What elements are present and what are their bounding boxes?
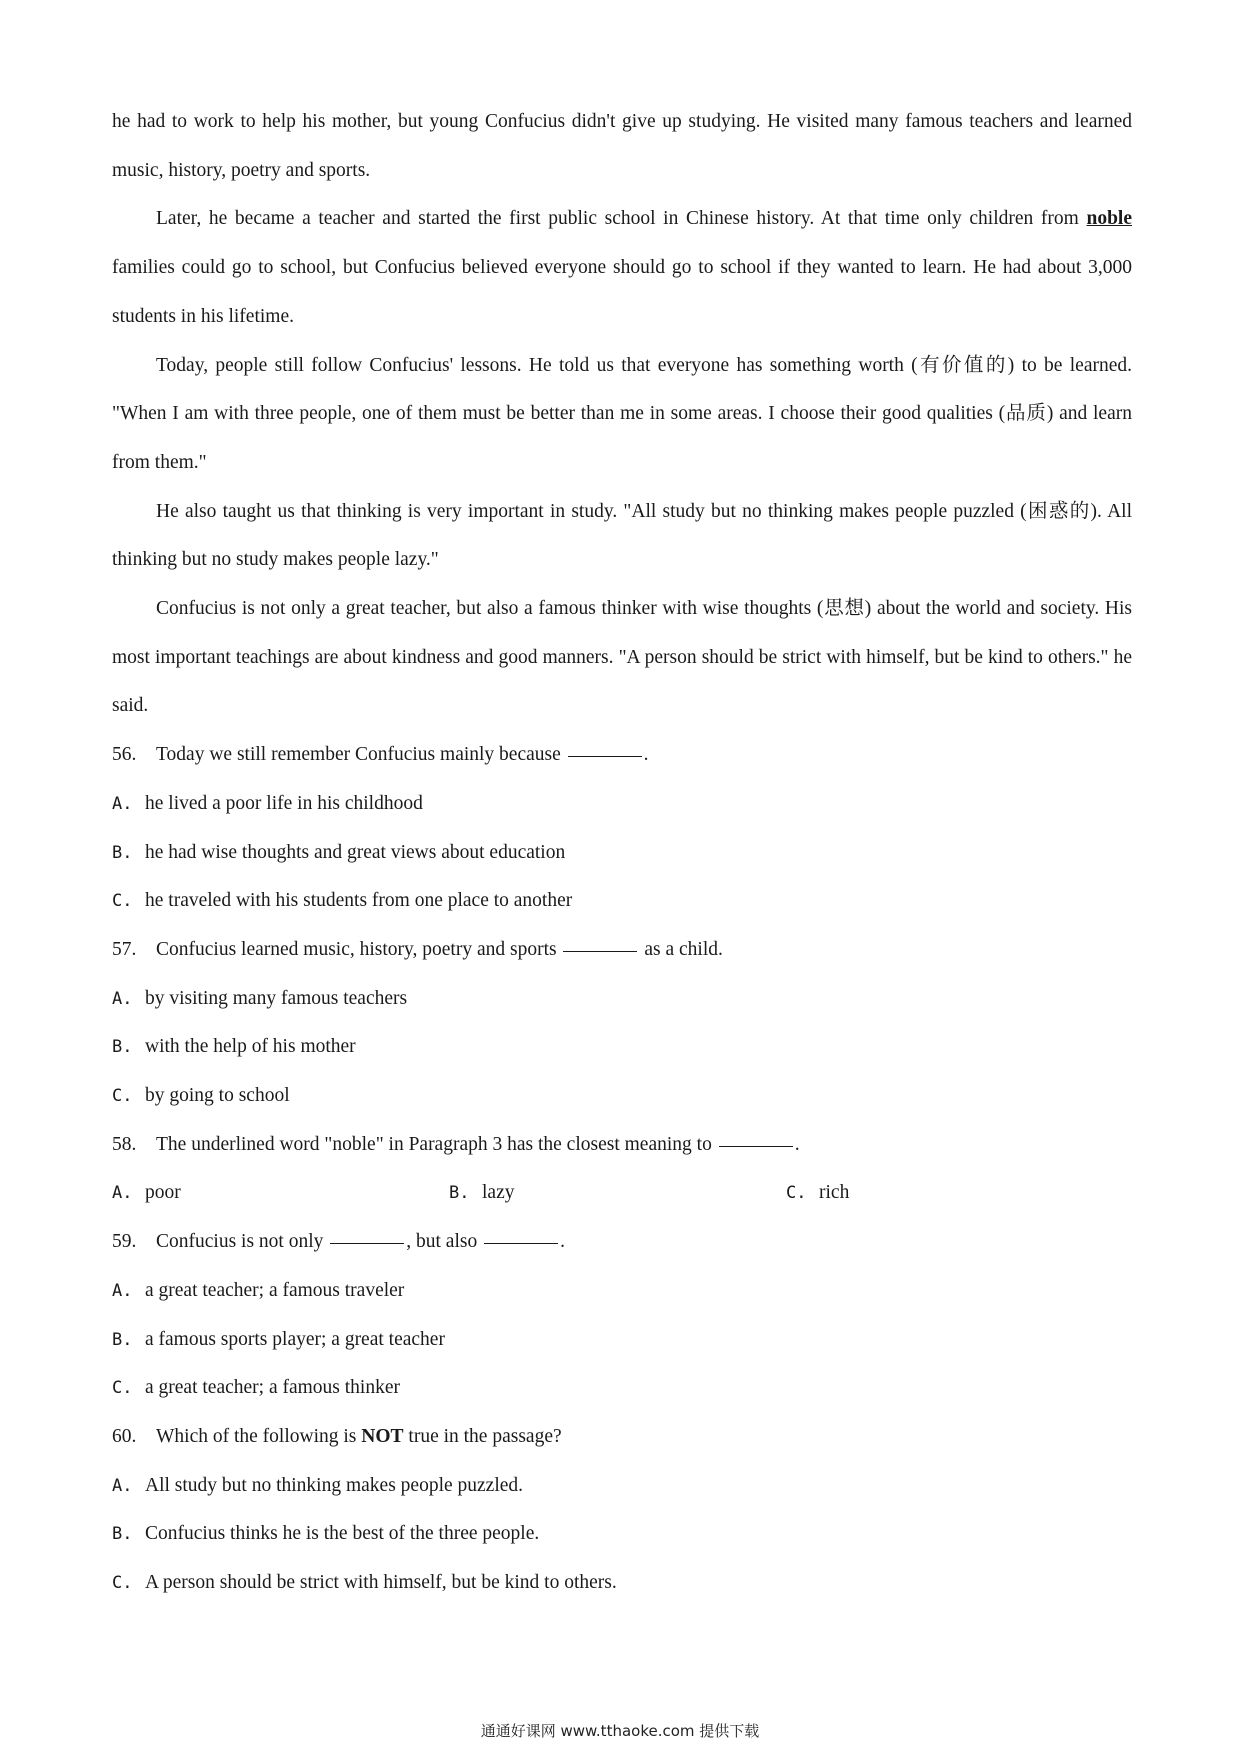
- option-c: [112, 1072, 1132, 1121]
- option-text: he had wise thoughts and great views about education: [145, 841, 566, 863]
- option-letter: C.: [112, 1086, 133, 1107]
- option-letter: B.: [112, 1037, 133, 1058]
- option-text: he lived a poor life in his childhood: [145, 792, 423, 814]
- option-b: [112, 829, 1132, 878]
- passage-paragraph-4: He also taught us that thinking is very important in study. "All study but no thinking makes people puzzled (困惑的). All thinking but no study makes people lazy.": [112, 500, 1132, 571]
- option-text: lazy: [482, 1182, 515, 1204]
- question-text-end: .: [560, 1231, 565, 1253]
- passage-paragraph-3: Today, people still follow Confucius' lessons. He told us that everyone has something worth (有价值的) to be learned. "When I am with three people, one of them must be better than me in some areas. I choose their good qualities (品质) and learn from them.": [112, 354, 1132, 473]
- answer-blank: [330, 1242, 404, 1244]
- underlined-word-noble: noble: [1086, 208, 1132, 230]
- passage-paragraph-1: he had to work to help his mother, but young Confucius didn't give up studying. He visited many famous teachers and learned music, history, poetry and sports.: [112, 111, 1132, 181]
- question-text: Today we still remember Confucius mainly because: [156, 744, 566, 766]
- passage-paragraph-2: [112, 195, 1132, 341]
- paragraph-text: families could go to school, but Confucius believed everyone should go to school if they wanted to learn. He had about 3,000 students in his lifetime.: [112, 257, 1132, 327]
- option-letter: A.: [112, 1183, 133, 1204]
- option-letter: B.: [112, 842, 133, 863]
- option-text: a great teacher; a famous traveler: [145, 1279, 405, 1301]
- option-text: with the help of his mother: [145, 1036, 356, 1058]
- option-text: Confucius thinks he is the best of the three people.: [145, 1523, 540, 1545]
- option-letter: B.: [112, 1524, 133, 1545]
- option-text: he traveled with his students from one place to another: [145, 890, 573, 912]
- option-letter: C.: [786, 1183, 807, 1204]
- question-57: [112, 926, 1132, 1121]
- option-letter: C.: [112, 1573, 133, 1594]
- option-b: [112, 1023, 1132, 1072]
- option-text: a famous sports player; a great teacher: [145, 1328, 445, 1350]
- option-letter: C.: [112, 1378, 133, 1399]
- option-text: poor: [145, 1182, 181, 1204]
- question-number: 59.: [112, 1231, 137, 1253]
- question-text-end: .: [794, 1133, 800, 1155]
- question-text: Confucius learned music, history, poetry and sports: [156, 938, 562, 960]
- question-text: Confucius is not only: [156, 1231, 329, 1253]
- question-text-end: as a child.: [639, 938, 723, 960]
- option-a: [112, 975, 1132, 1024]
- question-60: [112, 1413, 1132, 1608]
- question-58: [112, 1121, 1132, 1218]
- option-letter: A.: [112, 793, 133, 814]
- option-letter: B.: [449, 1183, 470, 1204]
- option-a: [112, 1462, 1132, 1511]
- option-text: rich: [819, 1182, 850, 1204]
- passage-paragraph-5: Confucius is not only a great teacher, but also a famous thinker with wise thoughts (思想) about the world and society. His most important teachings are about kindness and good manners. "A person should be strict with himself, but be kind to others." he said.: [112, 598, 1132, 717]
- question-stem: [112, 1413, 1132, 1462]
- question-number: 58.: [112, 1133, 137, 1155]
- option-c: [112, 1559, 1132, 1608]
- paragraph-text: Later, he became a teacher and started the first public school in Chinese history. At that time only children from: [156, 208, 1087, 230]
- question-number: 56.: [112, 744, 137, 766]
- question-text-middle: , but also: [406, 1231, 483, 1253]
- option-letter: A.: [112, 1475, 133, 1496]
- question-stem: [112, 731, 1132, 780]
- option-text: by going to school: [145, 1085, 290, 1107]
- page-footer: 通通好课网 www.tthaoke.com 提供下载: [480, 1722, 760, 1740]
- question-stem: [112, 1218, 1132, 1267]
- question-56: [112, 731, 1132, 926]
- emphasis-not: NOT: [361, 1425, 404, 1447]
- question-stem: [112, 1121, 1132, 1170]
- option-letter: C.: [112, 891, 133, 912]
- question-number: 60.: [112, 1425, 137, 1447]
- option-a: [112, 1267, 1132, 1316]
- question-text: Which of the following is: [156, 1425, 362, 1447]
- option-letter: A.: [112, 988, 133, 1009]
- option-text: by visiting many famous teachers: [145, 987, 408, 1009]
- option-a: [112, 1169, 449, 1218]
- question-text: The underlined word "noble" in Paragraph 3 has the closest meaning to: [156, 1133, 717, 1155]
- page-content: [112, 98, 1132, 1608]
- option-text: All study but no thinking makes people puzzled.: [145, 1474, 524, 1496]
- question-number: 57.: [112, 938, 137, 960]
- question-59: [112, 1218, 1132, 1413]
- question-text-end: true in the passage?: [403, 1425, 562, 1447]
- answer-blank: [719, 1145, 793, 1147]
- option-letter: A.: [112, 1280, 133, 1301]
- option-c: [112, 877, 1132, 926]
- answer-blank: [484, 1242, 558, 1244]
- answer-blank: [563, 950, 637, 952]
- option-c: [786, 1169, 1123, 1218]
- option-text: a great teacher; a famous thinker: [145, 1377, 400, 1399]
- option-text: A person should be strict with himself, but be kind to others.: [145, 1572, 617, 1594]
- option-a: [112, 780, 1132, 829]
- option-c: [112, 1364, 1132, 1413]
- option-b: [112, 1510, 1132, 1559]
- option-b: [112, 1316, 1132, 1365]
- question-text-end: .: [643, 744, 649, 766]
- question-stem: [112, 926, 1132, 975]
- options-row: [112, 1169, 1132, 1218]
- option-b: [449, 1169, 786, 1218]
- option-letter: B.: [112, 1329, 133, 1350]
- answer-blank: [568, 755, 642, 757]
